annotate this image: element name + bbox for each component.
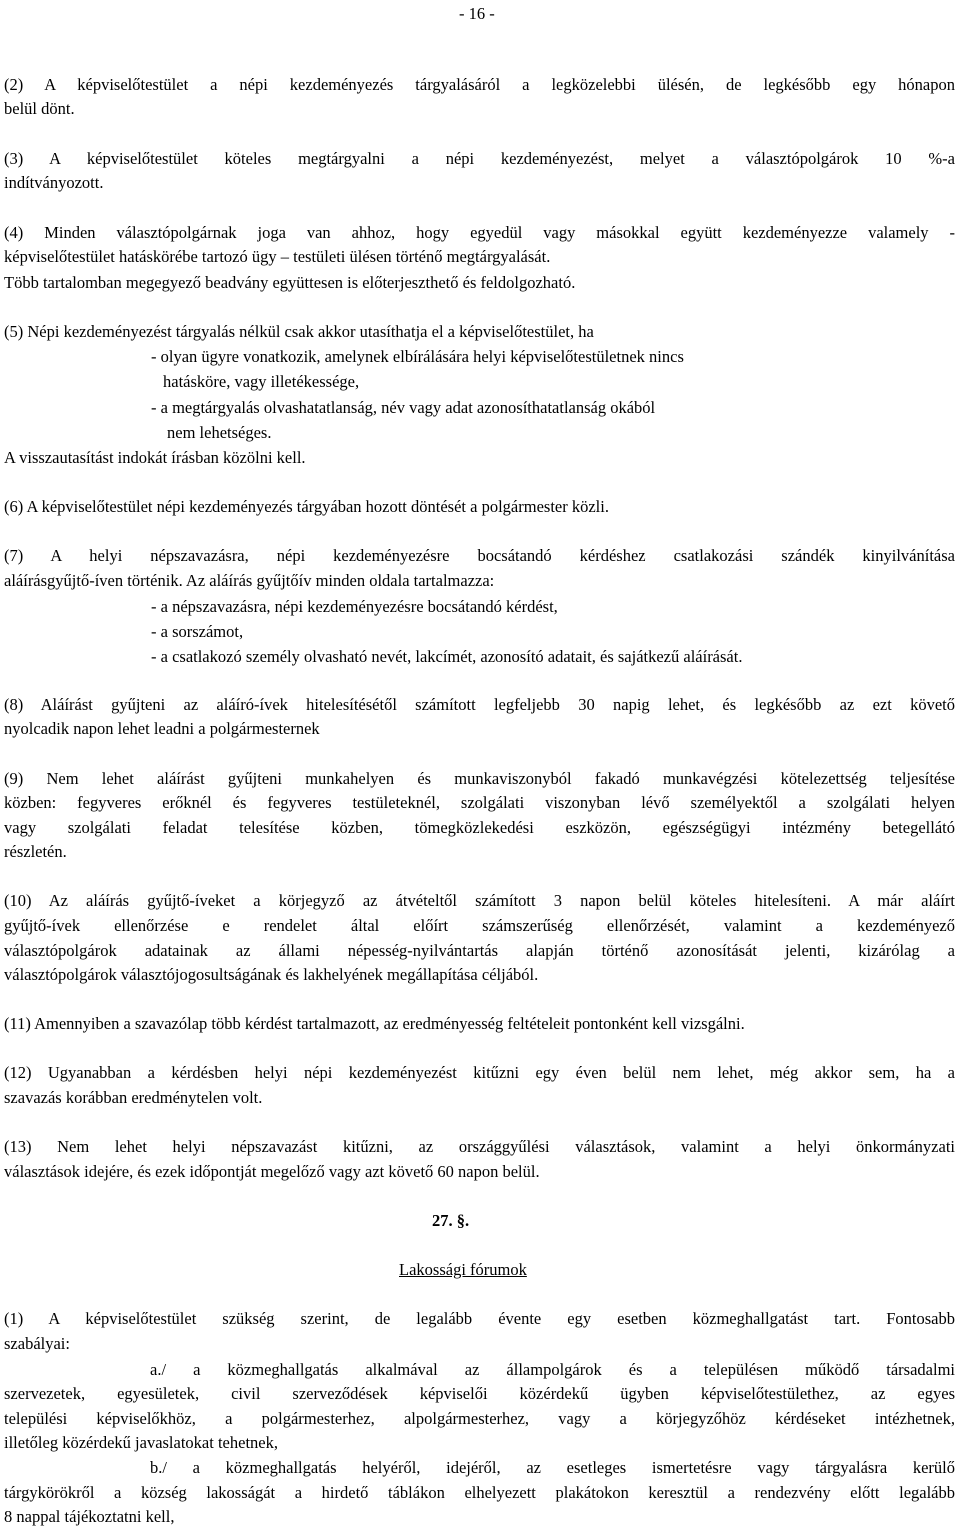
paragraph-5-item-2-cont: nem lehetséges. — [167, 423, 272, 442]
section-27-item-a-cont-3: illetőleg közérdekű javaslatokat tehetnek, — [4, 1433, 278, 1452]
paragraph-9-line-2: közben: fegyveres erőknél és fegyveres testületeknél, szolgálati viszonyban lévő személyektől a szolgálati helyen — [4, 793, 955, 812]
paragraph-5-line-1: (5) Népi kezdeményezést tárgyalás nélkül csak akkor utasíthatja el a képviselőtestület, ha — [4, 322, 594, 341]
paragraph-9-line-1: (9) Nem lehet aláírást gyűjteni munkahelyen és munkaviszonyból fakadó munkavégzési kötelezettség teljesítése — [4, 769, 955, 788]
paragraph-12-line-1: (12) Ugyanabban a kérdésben helyi népi kezdeményezést kitűzni egy éven belül nem lehet, még akkor sem, ha a — [4, 1063, 955, 1082]
paragraph-3-line-1: (3) A képviselőtestület köteles megtárgyalni a népi kezdeményezést, melyet a választópolgárok 10 %-a — [4, 149, 955, 168]
paragraph-2-line-1: (2) A képviselőtestület a népi kezdeményezés tárgyalásáról a legközelebbi ülésén, de legkésőbb egy hónapon — [4, 75, 955, 94]
paragraph-7-item-3: - a csatlakozó személy olvasható nevét, lakcímét, azonosító adatait, és sajátkezű aláírását. — [151, 647, 743, 666]
section-27-item-a-cont-1: szervezetek, egyesületek, civil szerveződések képviselői közérdekű ügyben képviselőtestülethez, az egyes — [4, 1384, 955, 1403]
section-27-item-b-cont-2: 8 nappal tájékoztatni kell, — [4, 1507, 175, 1526]
paragraph-5-item-2: - a megtárgyalás olvashatatlanság, név vagy adat azonosíthatatlanság okából — [151, 398, 656, 417]
paragraph-2-line-2: belül dönt. — [4, 99, 75, 118]
paragraph-9-line-3: vagy szolgálati feladat telesítése közben, tömegközlekedési eszközön, egészségügyi intézmény betegellátó — [4, 818, 955, 837]
section-27-item-a-cont-2: települési képviselőkhöz, a polgármesterhez, alpolgármesterhez, vagy a körjegyzőhöz kérdéseket intézhetnek, — [4, 1409, 955, 1428]
paragraph-5-item-1: - olyan ügyre vonatkozik, amelynek elbírálására helyi képviselőtestületnek nincs — [151, 347, 684, 366]
section-27-item-b: b./ a közmeghallgatás helyéről, idejéről, az esetleges ismertetésre vagy tárgyalásra kerülő — [150, 1458, 955, 1477]
paragraph-8-line-1: (8) Aláírást gyűjteni az aláíró-ívek hitelesítésétől számított legfeljebb 30 napig lehet, és legkésőbb az ezt követő — [4, 695, 955, 714]
paragraph-6-line-1: (6) A képviselőtestület népi kezdeményezés tárgyában hozott döntését a polgármester közli. — [4, 497, 609, 516]
paragraph-8-line-2: nyolcadik napon lehet leadni a polgármesternek — [4, 719, 320, 738]
paragraph-7-line-2: aláírásgyűjtő-íven történik. Az aláírás gyűjtőív minden oldala tartalmazza: — [4, 571, 495, 590]
paragraph-4-line-3: Több tartalomban megegyező beadvány együttesen is előterjeszthető és feldolgozható. — [4, 273, 576, 292]
paragraph-4-line-1: (4) Minden választópolgárnak joga van ahhoz, hogy egyedül vagy másokkal együtt kezdeményezze valamely - — [4, 223, 955, 242]
section-27-paragraph-1-line-1: (1) A képviselőtestület szükség szerint, de legalább évente egy esetben közmeghallgatást tart. Fontosabb — [4, 1309, 955, 1328]
paragraph-4-line-2: képviselőtestület hatáskörébe tartozó ügy – testületi ülésen történő megtárgyalását. — [4, 247, 551, 266]
paragraph-3-line-2: indítványozott. — [4, 173, 104, 192]
section-27-paragraph-1-line-2: szabályai: — [4, 1334, 70, 1353]
section-number: 27. §. — [432, 1211, 470, 1230]
paragraph-10-line-2: gyűjtő-ívek ellenőrzése e rendelet által előírt számszerűség ellenőrzését, valamint a kezdeményező — [4, 916, 955, 935]
paragraph-13-line-2: választások idejére, és ezek időpontját megelőző vagy azt követő 60 napon belül. — [4, 1162, 540, 1181]
section-27-item-b-cont-1: tárgykörökről a község lakosságát a hirdető táblákon elhelyezett plakátokon keresztül a rendezvény előtt legalább — [4, 1483, 955, 1502]
paragraph-12-line-2: szavazás korábban eredménytelen volt. — [4, 1088, 263, 1107]
paragraph-9-line-4: részletén. — [4, 842, 67, 861]
paragraph-13-line-1: (13) Nem lehet helyi népszavazást kitűzni, az országgyűlési választások, valamint a helyi önkormányzati — [4, 1137, 955, 1156]
section-title: Lakossági fórumok — [399, 1260, 527, 1279]
paragraph-5-closing: A visszautasítást indokát írásban közölni kell. — [4, 448, 306, 467]
paragraph-10-line-1: (10) Az aláírás gyűjtő-íveket a körjegyző az átvételtől számított 3 napon belül köteles hitelesíteni. A már aláírt — [4, 891, 955, 910]
paragraph-7-line-1: (7) A helyi népszavazásra, népi kezdeményezésre bocsátandó kérdéshez csatlakozási szándék kinyilvánítása — [4, 546, 955, 565]
section-27-item-a: a./ a közmeghallgatás alkalmával az állampolgárok és a településen működő társadalmi — [150, 1360, 955, 1379]
paragraph-7-item-1: - a népszavazásra, népi kezdeményezésre bocsátandó kérdést, — [151, 597, 558, 616]
paragraph-11-line-1: (11) Amennyiben a szavazólap több kérdést tartalmazott, az eredményesség feltételeit pontonként kell vizsgálni. — [4, 1014, 745, 1033]
paragraph-5-item-1-cont: hatásköre, vagy illetékessége, — [163, 372, 360, 391]
paragraph-10-line-3: választópolgárok adatainak az állami népesség-nyilvántartás alapján történő azonosítását jelenti, kizárólag a — [4, 941, 955, 960]
paragraph-7-item-2: - a sorszámot, — [151, 622, 244, 641]
paragraph-10-line-4: választópolgárok választójogosultságának és lakhelyének megállapítása céljából. — [4, 965, 539, 984]
page-number: - 16 - — [459, 4, 495, 23]
